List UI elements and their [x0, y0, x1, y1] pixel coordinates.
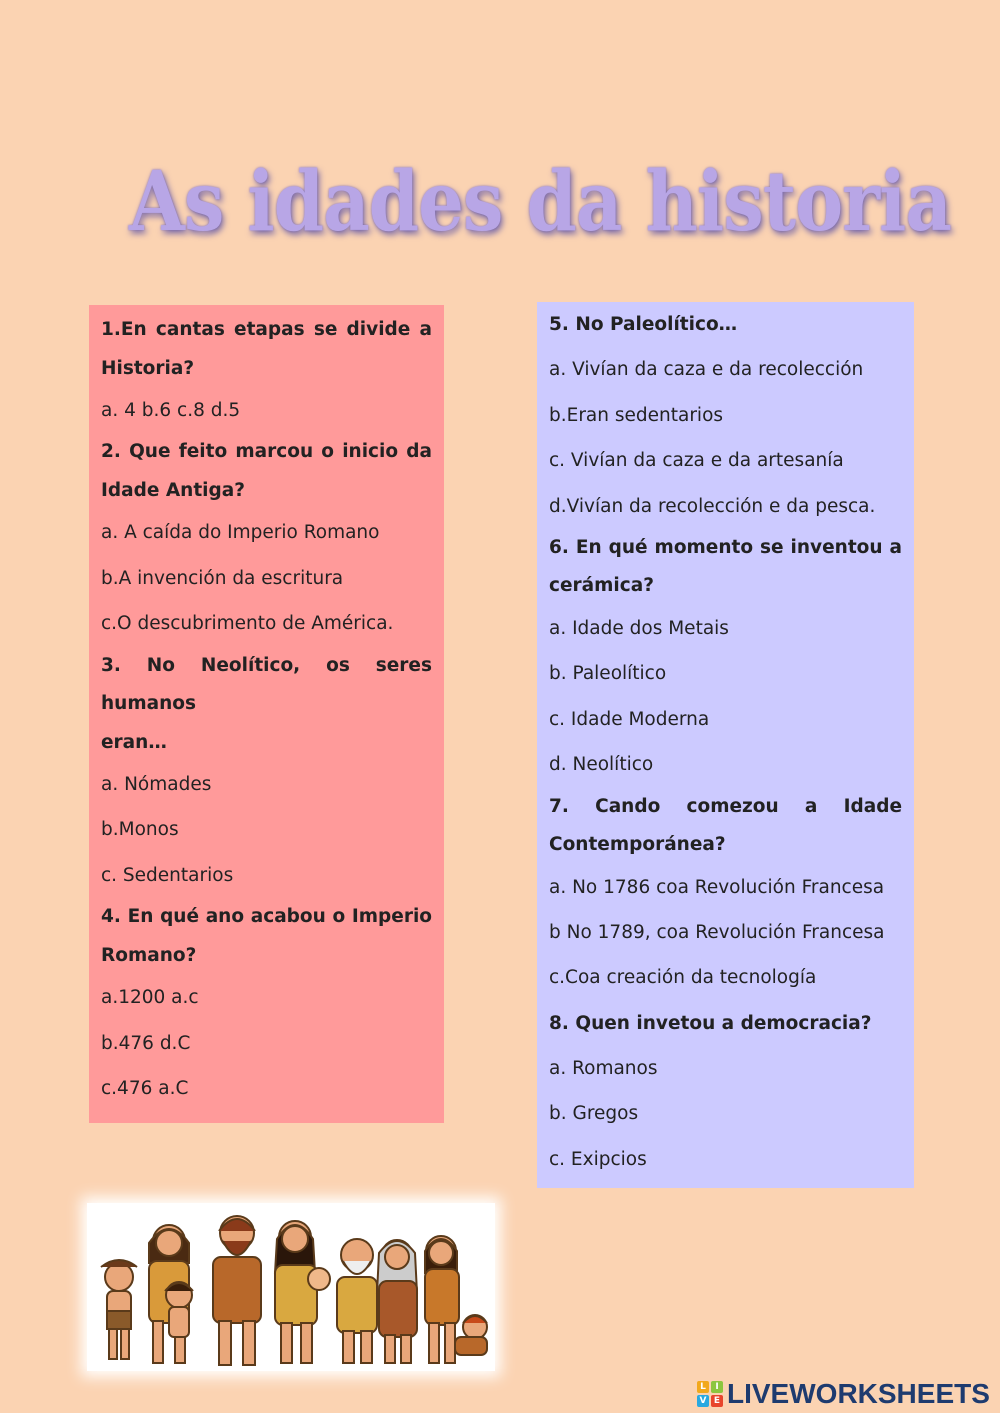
option-4b[interactable]: b.476 d.C	[101, 1032, 191, 1054]
question-8: 8. Quen invetou a democracia?	[549, 1012, 872, 1034]
question-5: 5. No Paleolítico…	[549, 314, 738, 335]
option-8a[interactable]: a. Romanos	[549, 1058, 658, 1080]
option-6d[interactable]: d. Neolítico	[549, 754, 654, 776]
questions-panel-right	[537, 302, 914, 1188]
option-2a[interactable]: a. A caída do Imperio Romano	[101, 522, 380, 544]
option-6a[interactable]: a. Idade dos Metais	[549, 617, 729, 639]
option-7a[interactable]: a. No 1786 coa Revolución Francesa	[549, 876, 885, 898]
option-5c[interactable]: c. Vivían da caza e da artesanía	[549, 450, 844, 472]
option-6c[interactable]: c. Idade Moderna	[549, 708, 710, 730]
option-6b[interactable]: b. Paleolítico	[549, 663, 667, 685]
prehistoric-family-icon	[87, 1203, 495, 1371]
option-3a[interactable]: a. Nómades	[101, 774, 212, 796]
question-6: 6. En qué momento se inventou a cerámica?	[549, 536, 902, 597]
page-title: As idades da historia	[128, 151, 952, 250]
option-8c[interactable]: c. Exipcios	[549, 1148, 647, 1170]
question-1: 1.En cantas etapas se divide a Historia?	[101, 319, 432, 379]
option-7b[interactable]: b No 1789, coa Revolución Francesa	[549, 921, 885, 943]
option-3b[interactable]: b.Monos	[101, 819, 179, 841]
question-7: 7. Cando comezou a Idade Contemporánea?	[549, 795, 902, 856]
liveworksheets-mark-icon: L I V E	[697, 1381, 723, 1407]
brand-text: LIVEWORKSHEETS	[727, 1378, 990, 1409]
question-4: 4. En qué ano acabou o Imperio Romano?	[101, 906, 432, 966]
option-7c[interactable]: c.Coa creación da tecnología	[549, 967, 817, 989]
option-5d[interactable]: d.Vivían da recolección e da pesca.	[549, 495, 876, 517]
liveworksheets-logo[interactable]	[697, 1378, 990, 1410]
option-8b[interactable]: b. Gregos	[549, 1103, 639, 1125]
question-3: 3. No Neolítico, os seres humanos eran…	[101, 654, 432, 753]
questions-panel-left	[89, 305, 444, 1123]
option-3c[interactable]: c. Sedentarios	[101, 864, 234, 886]
option-4c[interactable]: c.476 a.C	[101, 1078, 189, 1100]
option-5b[interactable]: b.Eran sedentarios	[549, 404, 724, 426]
option-5a[interactable]: a. Vivían da caza e da recolección	[549, 359, 864, 381]
question-1-options[interactable]: a. 4 b.6 c.8 d.5	[101, 400, 241, 421]
option-2c[interactable]: c.O descubrimento de América.	[101, 613, 394, 635]
option-2b[interactable]: b.A invención da escritura	[101, 567, 344, 589]
option-4a[interactable]: a.1200 a.c	[101, 987, 199, 1009]
question-2: 2. Que feito marcou o inicio da Idade Antiga?	[101, 441, 432, 501]
